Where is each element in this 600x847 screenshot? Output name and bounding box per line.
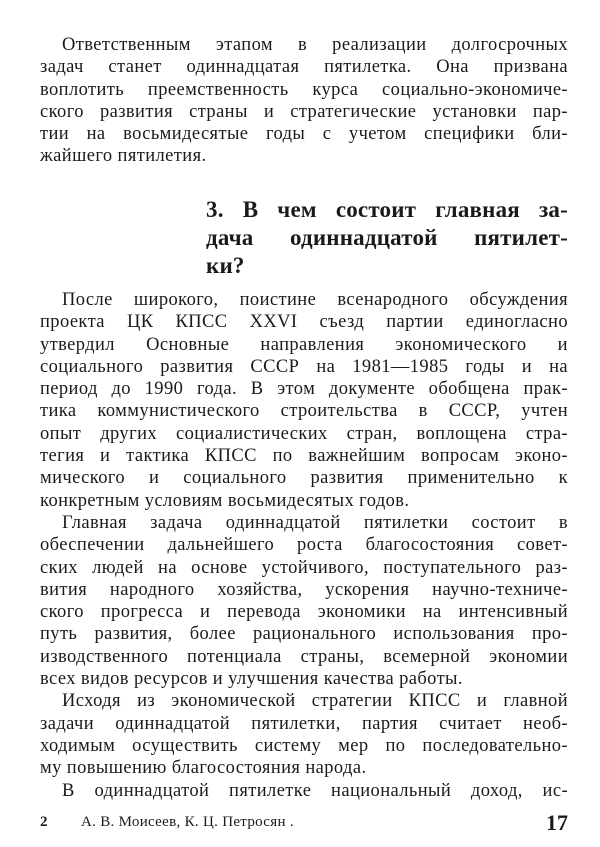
text-line: Главная задача одиннадцатой пятилетки состоит в [62, 512, 568, 533]
text-line: ки? [206, 253, 245, 278]
text-line: обеспечении дальнейшего роста благосостояния совет- [40, 535, 568, 556]
text-line: изводственного потенциала страны, всемерной экономии [40, 646, 568, 667]
text-line: В одиннадцатой пятилетке национальный доход, ис- [62, 780, 568, 801]
text-line: ских людей на основе устойчивого, поступательного раз- [40, 557, 568, 578]
text-line: Ответственным этапом в реализации долгосрочных [62, 35, 568, 55]
section-heading [206, 196, 568, 280]
text-line: всех видов ресурсов и улучшения качества работы. [40, 669, 463, 690]
text-line: утвердил Основные направления экономического и [40, 334, 568, 355]
text-line: задач станет одиннадцатая пятилетка. Она призвана [40, 57, 568, 78]
text-line: период до 1990 года. В этом документе обобщена прак- [40, 379, 568, 400]
text-line: ходимым осуществить систему мер по последовательно- [40, 735, 568, 756]
text-line: конкретным условиям восьмидесятых годов. [40, 490, 410, 511]
text-line: вития народного хозяйства, ускорения научно-техниче- [40, 579, 568, 600]
text-line: После широкого, поистине всенародного обсуждения [62, 290, 568, 310]
signature-number: 2 [40, 814, 48, 830]
text-line: путь развития, более рационального использования про- [40, 624, 568, 645]
text-line: тегия и тактика КПСС по важнейшим вопросам эконо- [40, 446, 568, 467]
text-line: му повышению благосостояния народа. [40, 758, 367, 779]
text-line: социального развития СССР на 1981—1985 годы и на [40, 356, 568, 377]
text-line: задачи одиннадцатой пятилетки, партия считает необ- [40, 713, 568, 734]
text-line: ского прогресса и перевода экономики на интенсивный [40, 602, 568, 623]
text-line: тии на восьмидесятые годы с учетом специфики бли- [40, 124, 568, 145]
text-line: дача одиннадцатой пятилет- [206, 225, 568, 250]
page-footer [40, 812, 568, 838]
text-line: 3. В чем состоит главная за- [206, 197, 568, 222]
text-line: жайшего пятилетия. [40, 146, 207, 167]
text-line: ского развития страны и стратегические установки пар- [40, 101, 568, 122]
text-line: опыт других социалистических стран, воплощена стра- [40, 423, 568, 444]
text-line: Исходя из экономической стратегии КПСС и главной [62, 691, 568, 712]
text-line: тика коммунистического строительства в СССР, учтен [40, 401, 568, 422]
page-number: 17 [546, 810, 568, 835]
text-line: воплотить преемственность курса социально-экономиче- [40, 79, 568, 100]
authors: А. В. Моисеев, К. Ц. Петросян . [81, 814, 294, 830]
text-line: проекта ЦК КПСС XXVI съезд партии единогласно [40, 312, 568, 333]
intro-paragraph [40, 34, 568, 168]
text-line: мического и социального развития применительно к [40, 468, 568, 489]
body-text [40, 289, 568, 802]
